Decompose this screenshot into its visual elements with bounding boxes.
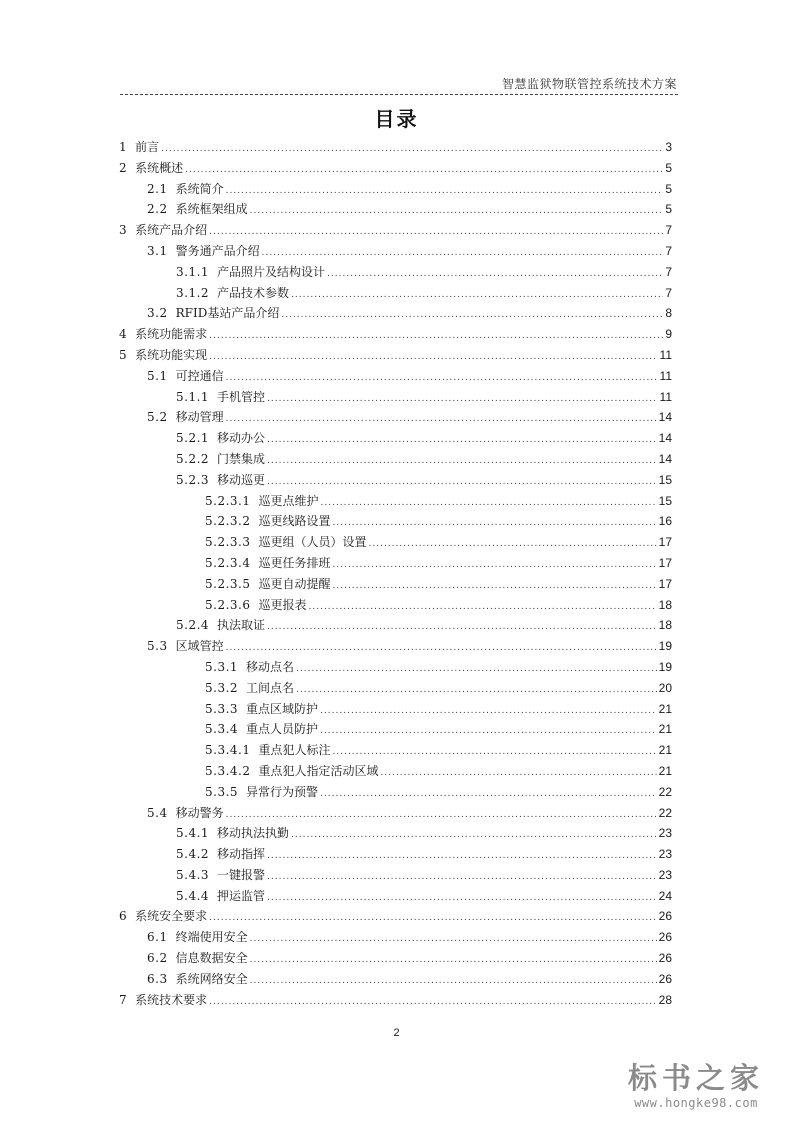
toc-dot-leader	[333, 513, 657, 534]
toc-entry-title: 系统概述	[135, 160, 184, 175]
toc-entry-title: 系统框架组成	[175, 202, 248, 217]
toc-entry-page: 7	[665, 285, 672, 300]
toc-dot-leader	[291, 285, 663, 306]
toc-entry-title: 信息数据安全	[175, 951, 248, 966]
toc-entry[interactable]	[119, 574, 672, 595]
toc-entry-page: 7	[665, 243, 672, 258]
toc-entry-page: 7	[665, 264, 672, 279]
toc-entry[interactable]	[119, 803, 672, 824]
toc-entry-title: 终端使用安全	[175, 930, 248, 945]
toc-entry-page: 5	[665, 160, 672, 175]
toc-entry-title: 区域管控	[175, 639, 224, 654]
toc-entry-number: 5.2.2	[176, 451, 210, 466]
toc-entry-page: 21	[658, 701, 672, 716]
toc-entry[interactable]	[119, 283, 672, 304]
toc-entry-page: 20	[658, 680, 672, 695]
toc-entry-number: 5.1	[147, 368, 168, 383]
toc-entry-title: 巡更报表	[258, 597, 307, 612]
toc-entry-page: 17	[658, 576, 672, 591]
toc-dot-leader	[267, 888, 657, 909]
toc-dot-leader	[281, 305, 663, 326]
toc-dot-leader	[209, 222, 663, 243]
toc-entry[interactable]	[119, 532, 672, 553]
toc-dot-leader	[327, 264, 663, 285]
toc-dot-leader	[333, 576, 657, 597]
toc-entry-number: 5.4.3	[176, 867, 210, 882]
toc-dot-leader	[333, 742, 657, 763]
toc-dot-leader	[250, 950, 657, 971]
toc-entry-title: 移动执法执勤	[217, 826, 290, 841]
toc-entry[interactable]	[119, 823, 672, 844]
toc-entry-number: 5.1.1	[176, 389, 210, 404]
toc-entry-page: 7	[665, 223, 672, 238]
toc-entry-title: 可控通信	[175, 368, 224, 383]
toc-entry-number: 5.2.3.1	[205, 493, 251, 508]
toc-entry-number: 3.1.2	[176, 285, 210, 300]
watermark-url: www.hongke98.com	[634, 1096, 758, 1110]
toc-entry-number: 5.2.3.3	[205, 535, 251, 550]
toc-entry-page: 22	[658, 805, 672, 820]
toc-entry-number: 6.2	[147, 951, 168, 966]
toc-entry-page: 24	[658, 888, 672, 903]
toc-entry-number: 5.3.5	[205, 784, 239, 799]
toc-entry-number: 5.4.2	[176, 847, 210, 862]
toc-entry-title: 巡更点维护	[258, 493, 319, 508]
toc-entry[interactable]	[119, 865, 672, 886]
toc-entry-number: 5.3.1	[205, 659, 239, 674]
toc-entry-page: 15	[658, 472, 672, 487]
toc-entry-page: 23	[658, 826, 672, 841]
page-number: 2	[393, 1027, 400, 1039]
toc-entry-page: 26	[658, 951, 672, 966]
toc-entry-page: 28	[658, 992, 672, 1007]
toc-entry-title: 执法取证	[217, 618, 266, 633]
toc-dot-leader	[333, 555, 657, 576]
toc-entry-page: 5	[665, 202, 672, 217]
toc-entry-page: 5	[665, 181, 672, 196]
toc-entry-page: 19	[658, 639, 672, 654]
toc-entry-title: 系统简介	[175, 181, 224, 196]
toc-entry[interactable]	[119, 470, 672, 491]
toc-entry-number: 4	[119, 327, 128, 342]
toc-entry-number: 5.3.2	[205, 680, 239, 695]
toc-entry[interactable]	[119, 303, 672, 324]
toc-entry-title: RFID基站产品介绍	[175, 306, 280, 321]
toc-entry[interactable]	[119, 220, 672, 241]
toc-entry-title: 重点人员防护	[246, 722, 319, 737]
toc-dot-leader	[250, 201, 664, 222]
toc-entry-number: 7	[119, 992, 128, 1007]
toc-entry-title: 巡更任务排班	[258, 555, 331, 570]
toc-entry-number: 3	[119, 223, 128, 238]
toc-dot-leader	[309, 597, 657, 618]
toc-entry-number: 5.2.4	[176, 618, 210, 633]
toc-entry-page: 16	[658, 514, 672, 529]
toc-entry-page: 3	[665, 140, 672, 154]
toc-dot-leader	[250, 929, 657, 950]
toc-heading: 目录	[374, 107, 419, 131]
toc-entry-page: 17	[658, 535, 672, 550]
toc-entry-number: 3.2	[147, 306, 168, 321]
toc-entry-page: 19	[658, 659, 672, 674]
toc-entry-number: 2	[119, 160, 128, 175]
toc-entry-title: 巡更自动提醒	[258, 576, 331, 591]
watermark-logo: 标书之家	[627, 1061, 764, 1095]
toc-entry-title: 重点犯人指定活动区域	[258, 763, 379, 778]
toc-entry-page: 14	[658, 451, 672, 466]
toc-dot-leader	[267, 846, 657, 867]
toc-dot-leader	[267, 389, 657, 410]
toc-entry-title: 门禁集成	[217, 451, 266, 466]
toc-entry-title: 系统技术要求	[135, 992, 208, 1007]
toc-dot-leader	[267, 867, 657, 888]
toc-entry-title: 重点区域防护	[246, 701, 319, 716]
toc-entry[interactable]	[119, 553, 672, 574]
toc-entry-number: 6.1	[147, 930, 168, 945]
toc-dot-leader	[226, 181, 664, 202]
toc-entry-number: 3.1.1	[176, 264, 210, 279]
toc-entry[interactable]	[119, 719, 672, 740]
toc-entry-title: 手机管控	[217, 389, 266, 404]
toc-entry-page: 9	[665, 327, 672, 342]
toc-entry[interactable]	[119, 262, 672, 283]
toc-entry-number: 5.3.4.1	[205, 743, 251, 758]
toc-entry-title: 系统产品介绍	[135, 223, 208, 238]
toc-entry-title: 前言	[135, 140, 160, 154]
toc-dot-leader	[267, 430, 657, 451]
toc-entry-title: 产品照片及结构设计	[217, 264, 326, 279]
toc-entry[interactable]	[119, 137, 672, 158]
toc-entry-title: 一键报警	[217, 867, 266, 882]
toc-entry-page: 15	[658, 493, 672, 508]
toc-entry-number: 5.3.3	[205, 701, 239, 716]
table-of-contents	[119, 137, 672, 1010]
toc-dot-leader	[226, 638, 657, 659]
toc-entry[interactable]	[119, 511, 672, 532]
toc-entry[interactable]	[119, 886, 672, 907]
toc-entry[interactable]	[119, 199, 672, 220]
toc-entry-page: 21	[658, 722, 672, 737]
toc-entry-page: 17	[658, 555, 672, 570]
toc-entry[interactable]	[119, 158, 672, 179]
toc-entry[interactable]	[119, 927, 672, 948]
toc-entry[interactable]	[119, 636, 672, 657]
header-divider	[120, 94, 678, 95]
toc-entry-page: 18	[658, 618, 672, 633]
document-header-title: 智慧监狱物联管控系统技术方案	[501, 77, 677, 91]
toc-entry[interactable]	[119, 782, 672, 803]
toc-dot-leader	[262, 243, 664, 264]
toc-entry-number: 5.4.1	[176, 826, 210, 841]
toc-dot-leader	[267, 472, 657, 493]
toc-dot-leader	[226, 409, 657, 430]
toc-entry-title: 系统功能需求	[135, 327, 208, 342]
toc-entry-page: 8	[665, 306, 672, 321]
toc-entry-page: 18	[658, 597, 672, 612]
toc-entry-number: 5.2.3	[176, 472, 210, 487]
toc-entry-number: 5.2	[147, 410, 168, 425]
toc-dot-leader	[267, 451, 657, 472]
toc-entry-number: 2.1	[147, 181, 168, 196]
toc-entry-title: 重点犯人标注	[258, 743, 331, 758]
toc-entry-page: 21	[658, 763, 672, 778]
toc-entry-page: 11	[659, 368, 672, 383]
toc-entry-title: 移动巡更	[217, 472, 266, 487]
toc-entry[interactable]	[119, 906, 672, 927]
toc-dot-leader	[250, 971, 657, 992]
toc-dot-leader	[320, 701, 657, 722]
toc-entry-number: 3.1	[147, 243, 168, 258]
toc-entry-page: 11	[659, 389, 672, 404]
toc-entry-page: 21	[658, 743, 672, 758]
toc-entry-title: 移动警务	[175, 805, 224, 820]
toc-entry-number: 5	[119, 347, 128, 362]
toc-entry[interactable]	[119, 449, 672, 470]
toc-dot-leader	[185, 160, 663, 181]
toc-entry[interactable]	[119, 740, 672, 761]
toc-entry-page: 26	[658, 930, 672, 945]
toc-entry[interactable]	[119, 491, 672, 512]
toc-entry[interactable]	[119, 678, 672, 699]
toc-entry[interactable]	[119, 595, 672, 616]
toc-entry-number: 5.3	[147, 639, 168, 654]
toc-entry-page: 26	[658, 909, 672, 924]
toc-entry-page: 26	[658, 971, 672, 986]
toc-dot-leader	[267, 617, 657, 638]
toc-entry-number: 5.4.4	[176, 888, 210, 903]
toc-entry-number: 5.3.4.2	[205, 763, 251, 778]
toc-entry-title: 异常行为预警	[246, 784, 319, 799]
toc-entry[interactable]	[119, 387, 672, 408]
toc-entry[interactable]	[119, 615, 672, 636]
toc-entry-page: 11	[659, 347, 672, 362]
toc-entry-number: 6.3	[147, 971, 168, 986]
toc-entry[interactable]	[119, 345, 672, 366]
toc-entry-number: 2.2	[147, 202, 168, 217]
toc-dot-leader	[321, 493, 657, 514]
toc-entry-title: 系统功能实现	[135, 347, 208, 362]
toc-entry[interactable]	[119, 407, 672, 428]
toc-entry[interactable]	[119, 366, 672, 387]
toc-dot-leader	[320, 721, 657, 742]
toc-entry-title: 押运监管	[217, 888, 266, 903]
toc-entry-title: 工间点名	[246, 680, 295, 695]
toc-entry[interactable]	[119, 948, 672, 969]
toc-dot-leader	[209, 326, 663, 347]
toc-entry-number: 6	[119, 909, 128, 924]
toc-entry[interactable]	[119, 657, 672, 678]
toc-entry[interactable]	[119, 969, 672, 990]
toc-entry-page: 22	[658, 784, 672, 799]
toc-dot-leader	[226, 368, 658, 389]
toc-entry-title: 警务通产品介绍	[175, 243, 260, 258]
toc-entry-page: 23	[658, 847, 672, 862]
toc-entry[interactable]	[119, 761, 672, 782]
toc-entry[interactable]	[119, 990, 672, 1011]
toc-entry-title: 巡更组（人员）设置	[258, 535, 367, 550]
toc-dot-leader	[296, 680, 657, 701]
toc-entry-page: 14	[658, 410, 672, 425]
toc-entry-number: 1	[119, 140, 128, 154]
toc-entry-page: 14	[658, 431, 672, 446]
toc-entry[interactable]	[119, 844, 672, 865]
toc-dot-leader	[209, 992, 656, 1013]
toc-entry-number: 5.2.3.5	[205, 576, 251, 591]
toc-entry[interactable]	[119, 324, 672, 345]
toc-dot-leader	[320, 784, 657, 805]
toc-dot-leader	[296, 659, 657, 680]
toc-entry-number: 5.3.4	[205, 722, 239, 737]
toc-dot-leader	[209, 908, 656, 929]
toc-entry-title: 移动管理	[175, 410, 224, 425]
toc-entry[interactable]	[119, 699, 672, 720]
toc-entry[interactable]	[119, 179, 672, 200]
toc-entry-number: 5.4	[147, 805, 168, 820]
toc-entry-title: 系统安全要求	[135, 909, 208, 924]
toc-entry-title: 移动点名	[246, 659, 295, 674]
toc-entry-title: 移动指挥	[217, 847, 266, 862]
watermark	[621, 1060, 771, 1110]
toc-entry-page: 23	[658, 867, 672, 882]
toc-entry-number: 5.2.3.4	[205, 555, 251, 570]
toc-entry-title: 系统网络安全	[175, 971, 248, 986]
toc-entry[interactable]	[119, 428, 672, 449]
toc-dot-leader	[291, 825, 657, 846]
toc-dot-leader	[226, 805, 657, 826]
toc-dot-leader	[369, 534, 657, 555]
toc-entry-number: 5.2.3.2	[205, 514, 251, 529]
toc-entry-title: 移动办公	[217, 431, 266, 446]
toc-dot-leader	[209, 347, 657, 368]
toc-dot-leader	[381, 763, 657, 784]
toc-dot-leader	[161, 139, 663, 160]
toc-entry-title: 巡更线路设置	[258, 514, 331, 529]
toc-entry-number: 5.2.3.6	[205, 597, 251, 612]
toc-entry[interactable]	[119, 241, 672, 262]
toc-entry-number: 5.2.1	[176, 431, 210, 446]
toc-entry-title: 产品技术参数	[217, 285, 290, 300]
